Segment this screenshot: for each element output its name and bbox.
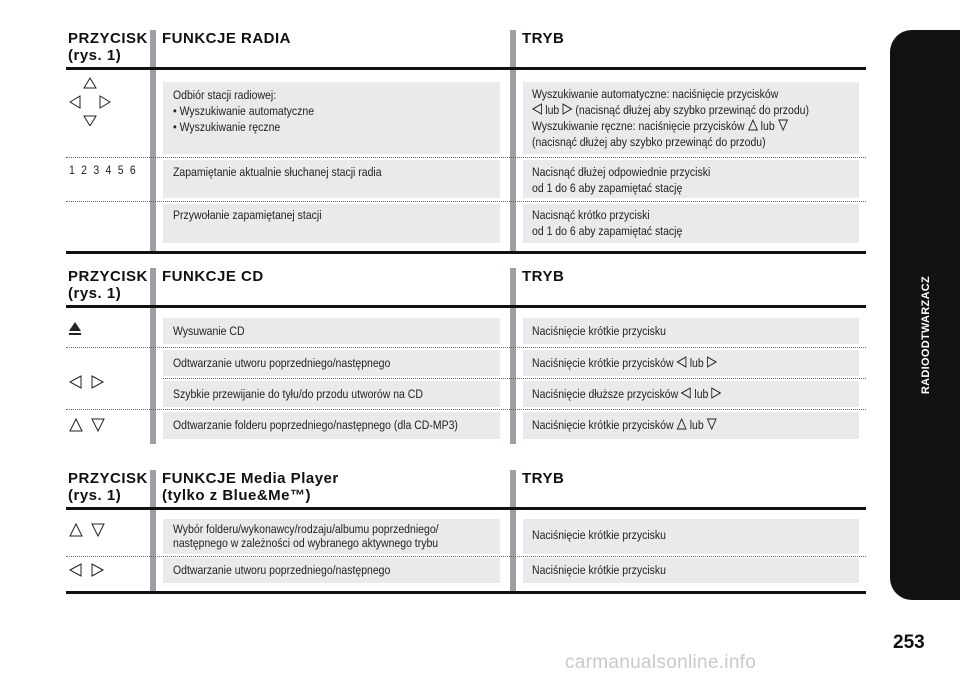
- radio-r2-mode-text: Nacisnąć dłużej odpowiednie przyciski od 1 do 6 aby zapamiętać stację: [532, 165, 711, 195]
- watermark: carmanualsonline.info: [565, 652, 757, 673]
- media-col2-header: FUNKCJE Media Player (tylko z Blue&Me™): [162, 470, 339, 504]
- cd-r1-mode-text: Naciśnięcie krótkie przycisku: [532, 324, 666, 338]
- radio-r1-func-text: Odbiór stacji radiowej: • Wyszukiwanie automatyczne • Wyszukiwanie ręczne: [173, 88, 315, 134]
- media-row-divider: [66, 556, 866, 557]
- media-col3-header: TRYB: [522, 470, 565, 487]
- media-left-right-icon: [69, 562, 105, 578]
- cd-r1-func-text: Wysuwanie CD: [173, 324, 245, 338]
- right-arrow-icon: [711, 387, 721, 399]
- radio-preset-numbers: 1 2 3 4 5 6: [69, 163, 138, 177]
- cd-r2-func-text: Odtwarzanie utworu poprzedniego/następnego: [173, 356, 391, 370]
- left-arrow-icon: [681, 387, 691, 399]
- radio-row-divider: [66, 201, 866, 202]
- media-r2-func-text: Odtwarzanie utworu poprzedniego/następnego: [173, 563, 391, 577]
- left-arrow-icon: [676, 356, 686, 368]
- media-col1-header: PRZYCISK (rys. 1): [68, 470, 148, 504]
- cd-r2-mode-text: Naciśnięcie krótkie przycisków lub: [532, 355, 717, 371]
- media-divider-1: [150, 470, 156, 593]
- cd-row-divider: [163, 378, 866, 379]
- cd-r4-mode-text: Naciśnięcie krótkie przycisków lub: [532, 417, 717, 433]
- side-tab-label: RADIOODTWARZACZ: [920, 275, 932, 395]
- radio-col1-header: PRZYCISK (rys. 1): [68, 30, 148, 64]
- cd-r3-func-text: Szybkie przewijanie do tyłu/do przodu utworów na CD: [173, 387, 423, 401]
- radio-divider-1: [150, 30, 156, 253]
- cd-header-rule: [66, 305, 866, 308]
- radio-r3-func-text: Przywołanie zapamiętanej stacji: [173, 208, 322, 222]
- right-arrow-icon: [562, 103, 572, 115]
- cd-row-divider: [66, 409, 866, 410]
- page-number: 253: [893, 632, 925, 653]
- cd-divider-1: [150, 268, 156, 444]
- cd-left-right-icon: [69, 374, 105, 390]
- media-divider-2: [510, 470, 516, 593]
- media-r2-mode-text: Naciśnięcie krótkie przycisku: [532, 563, 666, 577]
- eject-icon: [68, 321, 82, 337]
- up-arrow-icon: [676, 418, 686, 430]
- cd-row-divider: [66, 347, 866, 348]
- radio-r2-func-text: Zapamiętanie aktualnie słuchanej stacji radia: [173, 165, 382, 179]
- cd-col2-header: FUNKCJE CD: [162, 268, 264, 285]
- radio-col2-header: FUNKCJE RADIA: [162, 30, 292, 47]
- cd-divider-2: [510, 268, 516, 444]
- radio-bottom-rule: [66, 251, 866, 254]
- cd-col3-header: TRYB: [522, 268, 565, 285]
- media-r1-mode-text: Naciśnięcie krótkie przycisku: [532, 528, 666, 542]
- down-arrow-icon: [707, 418, 717, 430]
- radio-col3-header: TRYB: [522, 30, 565, 47]
- media-header-rule: [66, 507, 866, 510]
- up-arrow-icon: [747, 119, 757, 131]
- right-arrow-icon: [707, 356, 717, 368]
- radio-divider-2: [510, 30, 516, 253]
- radio-r3-mode-text: Nacisnąć krótko przyciski od 1 do 6 aby zapamiętać stację: [532, 208, 683, 238]
- media-r1-func-text: Wybór folderu/wykonawcy/rodzaju/albumu poprzedniego/ następnego w zależności od wybranego aktywnego trybu: [173, 522, 439, 550]
- cd-up-down-icon: [69, 417, 105, 433]
- radio-header-rule: [66, 67, 866, 70]
- radio-r1-mode-text: Wyszukiwanie automatyczne: naciśnięcie przycisków lub (nacisnąć dłużej aby szybko przewinąć do przodu) Wyszukiwanie ręczne: naciśnięcie przycisków lub (nacisnąć dłużej aby szybko przewinąć do przodu): [532, 87, 810, 149]
- left-arrow-icon: [532, 103, 542, 115]
- radio-row-divider: [66, 157, 866, 158]
- down-arrow-icon: [778, 119, 788, 131]
- media-bottom-rule: [66, 591, 866, 594]
- cd-r3-mode-text: Naciśnięcie dłuższe przycisków lub: [532, 386, 722, 402]
- media-up-down-icon: [69, 522, 105, 538]
- radio-arrows-cross-icon: [68, 76, 114, 126]
- cd-col1-header: PRZYCISK (rys. 1): [68, 268, 148, 302]
- cd-r4-func-text: Odtwarzanie folderu poprzedniego/następnego (dla CD-MP3): [173, 418, 458, 432]
